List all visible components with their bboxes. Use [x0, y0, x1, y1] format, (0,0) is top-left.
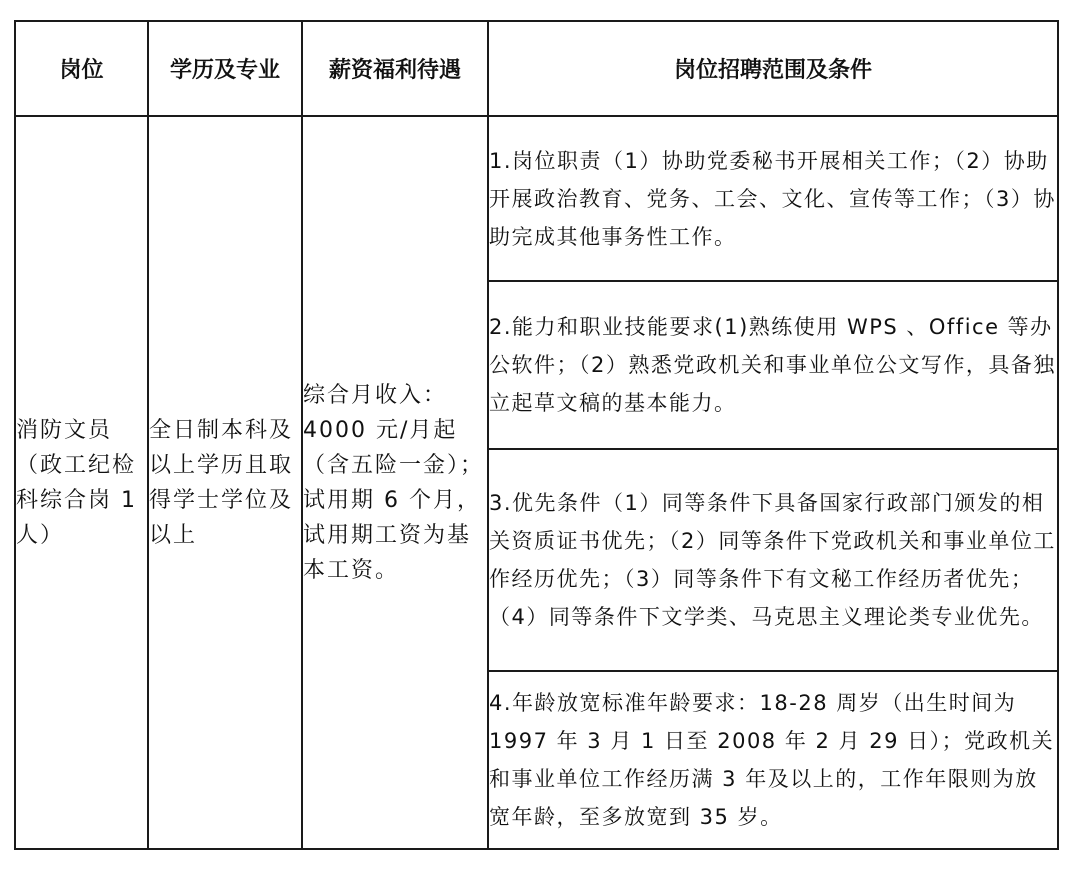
header-salary: 薪资福利待遇: [302, 21, 488, 116]
header-education: 学历及专业: [148, 21, 302, 116]
condition-cell-duties: [488, 116, 1058, 281]
table-row: [15, 116, 1058, 281]
position-cell: [15, 116, 148, 849]
education-cell: [148, 116, 302, 849]
condition-skills-text: 2.能力和职业技能要求(1)熟练使用 WPS 、Office 等办公软件；（2）熟悉党政机关和事业单位公文写作，具备独立起草文稿的基本能力。: [489, 315, 1056, 415]
position-text: 消防文员（政工纪检科综合岗 1 人）: [16, 417, 137, 548]
salary-text: 综合月收入：4000 元/月起（含五险一金）；试用期 6 个月，试用期工资为基本工资。: [303, 382, 485, 583]
condition-cell-age: [488, 671, 1058, 849]
header-row: [15, 21, 1058, 116]
header-position: 岗位: [15, 21, 148, 116]
condition-priority-text: 3.优先条件（1）同等条件下具备国家行政部门颁发的相关资质证书优先；（2）同等条件下党政机关和事业单位工作经历优先；（3）同等条件下有文秘工作经历者优先；（4）同等条件下文学类、马克思主义理论类专业优先。: [489, 491, 1056, 629]
header-conditions: 岗位招聘范围及条件: [488, 21, 1058, 116]
condition-duties-text: 1.岗位职责（1）协助党委秘书开展相关工作；（2）协助开展政治教育、党务、工会、文化、宣传等工作；（3）协助完成其他事务性工作。: [489, 148, 1056, 249]
education-text: 全日制本科及以上学历且取得学士学位及以上: [149, 417, 294, 548]
salary-cell: [302, 116, 488, 849]
condition-age-text: 4.年龄放宽标准年龄要求：18-28 周岁（出生时间为 1997 年 3 月 1 日至 2008 年 2 月 29 日）；党政机关和事业单位工作经历满 3 年及以上的，工作年限则为放宽年龄，至多放宽到 35 岁。: [489, 691, 1055, 829]
recruitment-table: [14, 20, 1059, 850]
condition-cell-skills: [488, 281, 1058, 449]
condition-cell-priority: [488, 449, 1058, 671]
